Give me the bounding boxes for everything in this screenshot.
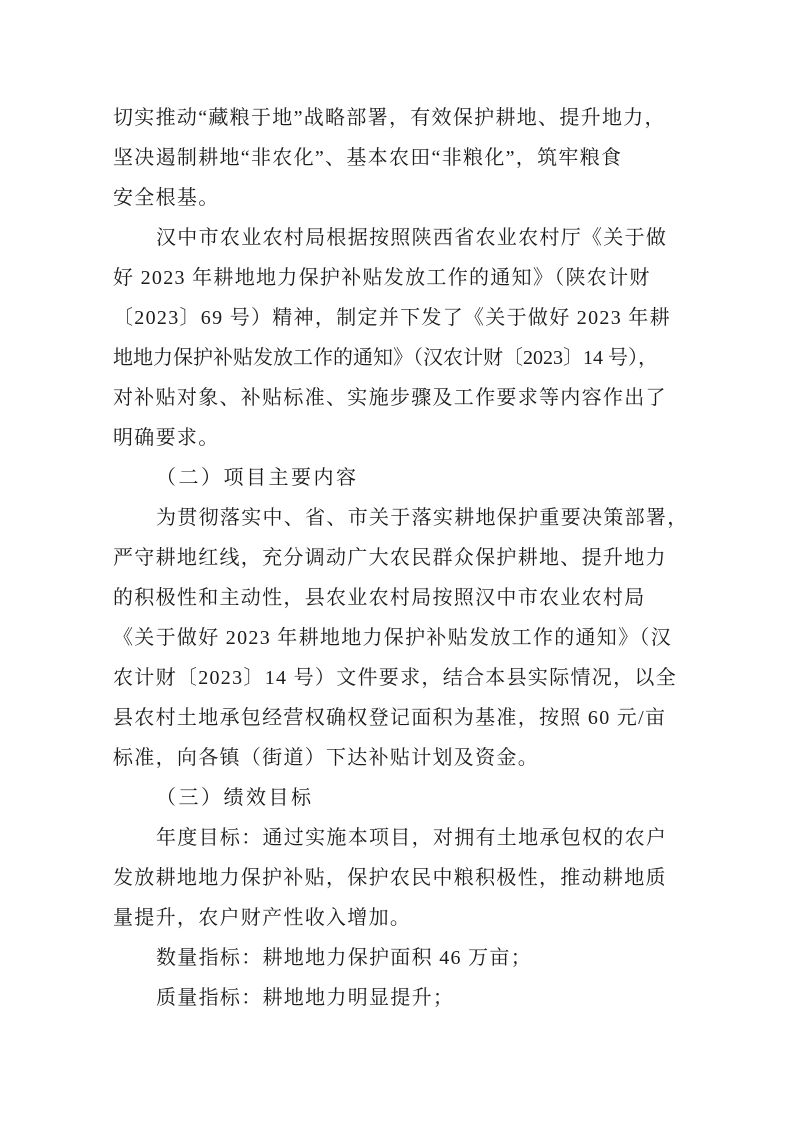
text-line: 质量指标：耕地地力明显提升；: [156, 987, 455, 1009]
section-heading: （二）项目主要内容: [156, 467, 359, 489]
text-line: 对补贴对象、补贴标准、实施步骤及工作要求等内容作出了: [113, 387, 667, 409]
text-line: 数量指标：耕地地力保护面积 46 万亩；: [156, 947, 532, 969]
text-line: 坚决遏制耕地“非农化”、基本农田“非粮化”，筑牢粮食: [113, 147, 623, 169]
text-line: 量提升，农户财产性收入增加。: [113, 907, 412, 929]
text-line: 切实推动“藏粮于地”战略部署，有效保护耕地、提升地力，: [113, 107, 666, 129]
text-line: 发放耕地地力保护补贴，保护农民中粮积极性，推动耕地质: [113, 867, 667, 889]
text-line: 明确要求。: [113, 427, 220, 449]
document-body: [113, 98, 687, 1018]
text-line: 〔2023〕69 号）精神，制定并下发了《关于做好 2023 年耕: [113, 307, 671, 329]
text-line: 年度目标：通过实施本项目，对拥有土地承包权的农户: [156, 827, 668, 849]
text-line: 严守耕地红线，充分调动广大农民群众保护耕地、提升地力: [113, 547, 667, 569]
text-line: 标准，向各镇（街道）下达补贴计划及资金。: [113, 747, 539, 769]
text-line: 地地力保护补贴发放工作的通知》（汉农计财〔2023〕14 号），: [113, 347, 658, 369]
text-line: 农计财〔2023〕14 号）文件要求，结合本县实际情况，以全: [113, 667, 677, 689]
section-heading: （三）绩效目标: [156, 787, 314, 809]
text-line: 的积极性和主动性，县农业农村局按照汉中市农业农村局: [113, 587, 646, 609]
text-line: 好 2023 年耕地地力保护补贴发放工作的通知》（陕农计财: [113, 267, 651, 289]
text-line: 《关于做好 2023 年耕地地力保护补贴发放工作的通知》（汉: [113, 627, 672, 649]
text-line: 县农村土地承包经营权确权登记面积为基准，按照 60 元/亩: [113, 707, 667, 729]
text-line: 为贯彻落实中、省、市关于落实耕地保护重要决策部署，: [156, 507, 689, 529]
text-line: 汉中市农业农村局根据按照陕西省农业农村厅《关于做: [156, 227, 668, 249]
text-line: 安全根基。: [113, 187, 220, 209]
